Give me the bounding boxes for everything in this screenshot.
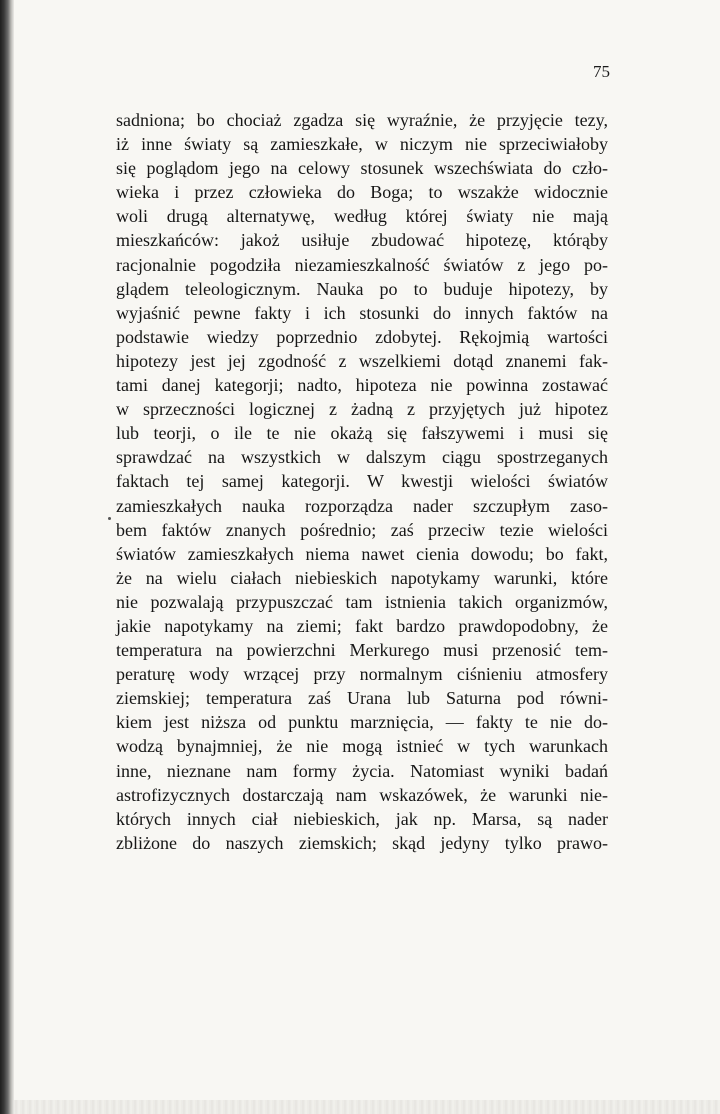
text-line: sprawdzać na wszystkich w dalszym ciągu spostrzeganych [116,447,608,468]
text-line: mieszkańców: jakoż usiłuje zbudować hipotezę, którąby [116,230,608,251]
text-line: wyjaśnić pewne fakty i ich stosunki do innych faktów na [116,302,608,323]
text-line: faktach tej samej kategorji. W kwestji wielości światów [116,471,608,492]
text-line: astrofizycznych dostarczają nam wskazówek, że warunki nie- [116,784,608,805]
binding-edge [0,0,14,1114]
text-line: wodzą bynajmniej, że nie mogą istnieć w tych warunkach [116,736,608,757]
text-line: ziemskiej; temperatura zaś Urana lub Saturna pod równi- [116,688,608,709]
page-number: 75 [593,62,610,81]
body-text [116,108,608,855]
scan-noise [14,1100,720,1114]
text-line: się poglądom jego na celowy stosunek wszechświata do czło- [116,158,608,179]
text-line: zamieszkałych nauka rozporządza nader szczupłym zaso- [116,495,608,516]
text-line: wieka i przez człowieka do Boga; to wszakże widocznie [116,182,608,203]
text-line: kiem jest niższa od punktu marznięcia, — fakty te nie do- [116,712,608,733]
text-line: tami danej kategorji; nadto, hipoteza nie powinna zostawać [116,375,608,396]
text-line: glądem teleologicznym. Nauka po to buduje hipotezy, by [116,278,608,299]
text-line: światów zamieszkałych niema nawet cienia dowodu; bo fakt, [116,543,608,564]
ink-speck [108,517,111,520]
text-line: temperatura na powierzchni Merkurego musi przenosić tem- [116,640,608,661]
text-line: że na wielu ciałach niebieskich napotykamy warunki, które [116,567,608,588]
text-line: zbliżone do naszych ziemskich; skąd jedyny tylko prawo- [116,832,608,853]
text-line: podstawie wiedzy poprzednio zdobytej. Rękojmią wartości [116,326,608,347]
text-line: których innych ciał niebieskich, jak np. Marsa, są nader [116,808,608,829]
text-line: jakie napotykamy na ziemi; fakt bardzo prawdopodobny, że [116,615,608,636]
text-line: sadniona; bo chociaż zgadza się wyraźnie, że przyjęcie tezy, [116,110,608,130]
text-line: woli drugą alternatywę, według której światy nie mają [116,206,608,227]
text-line: peraturę wody wrzącej przy normalnym ciśnieniu atmosfery [116,664,608,685]
text-line: iż inne światy są zamieszkałe, w niczym nie sprzeciwiałoby [116,134,608,155]
text-line: bem faktów znanych pośrednio; zaś przeciw tezie wielości [116,519,608,540]
text-line: lub teorji, o ile te nie okażą się fałszywemi i musi się [116,423,608,444]
text-line: nie pozwalają przypuszczać tam istnienia takich organizmów, [116,591,608,612]
text-line: hipotezy jest jej zgodność z wszelkiemi dotąd znanemi fak- [116,350,608,371]
text-line: w sprzeczności logicznej z żadną z przyjętych już hipotez [116,399,608,420]
text-line: racjonalnie pogodziła niezamieszkalność światów z jego po- [116,254,608,275]
text-line: inne, nieznane nam formy życia. Natomiast wyniki badań [116,760,608,781]
